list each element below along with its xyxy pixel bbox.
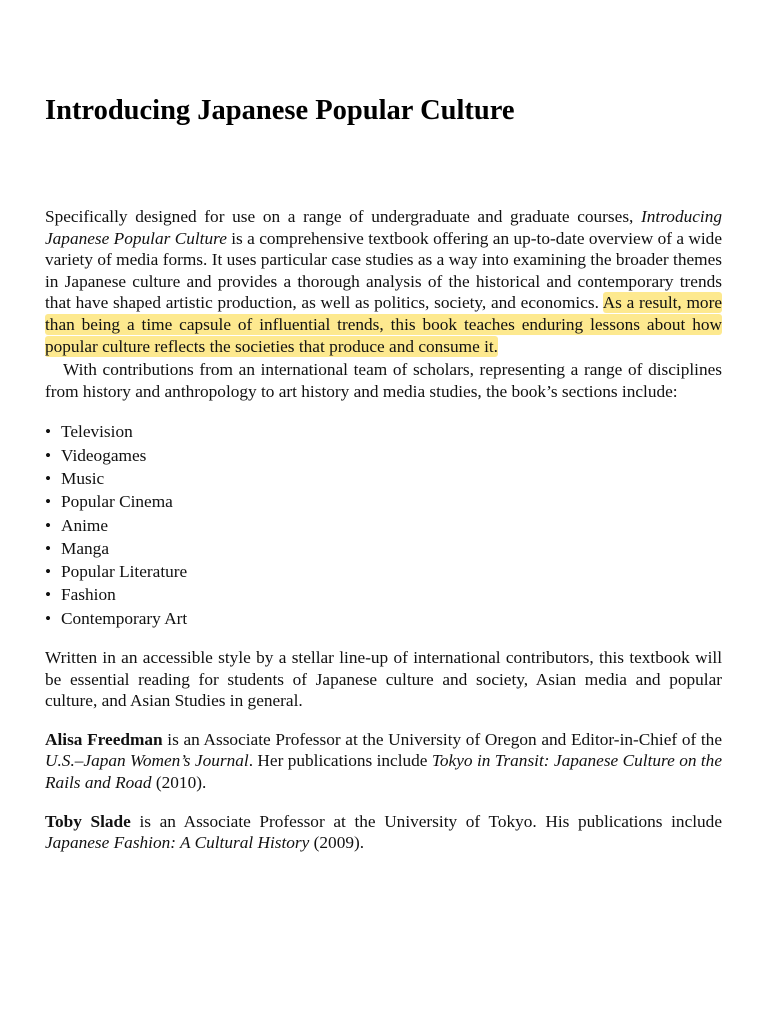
list-item-label: Videogames xyxy=(61,445,147,465)
list-item-label: Contemporary Art xyxy=(61,608,188,628)
author-name-freedman: Alisa Freedman xyxy=(45,729,163,749)
list-item xyxy=(45,490,722,513)
intro-text-2: is a comprehensive textbook offering an up-to-date overview of a wide variety of media forms. It uses particular case studies as a way into examining the broader themes in Japanese culture and provides a thorough analysis of the historical and contemporary trends that have shaped artistic production, as well as politics, society, and economics. xyxy=(45,228,722,313)
bio-freedman-text-1: is an Associate Professor at the University of Oregon and Editor-in-Chief of the xyxy=(162,729,722,749)
book-title-tokyo: Tokyo in Transit: Japanese Culture on the Rails and Road xyxy=(45,751,722,792)
bullet-icon: • xyxy=(45,562,52,582)
bullet-icon: • xyxy=(45,445,52,465)
page-title: Introducing Japanese Popular Culture xyxy=(45,95,515,126)
list-item xyxy=(45,467,722,490)
list-item-label: Anime xyxy=(61,515,109,535)
bio-freedman-text-3: (2010). xyxy=(151,772,207,792)
intro-book-title: Introducing Japanese Popular Culture xyxy=(45,207,722,248)
list-item-label: Popular Literature xyxy=(61,562,188,582)
list-item-label: Manga xyxy=(61,538,109,558)
list-item xyxy=(45,537,722,560)
journal-title: U.S.–Japan Women’s Journal xyxy=(45,751,249,771)
contributions-paragraph: With contributions from an international team of scholars, representing a range of disciplines from history and anthropology to art history and media studies, the book’s sections include: xyxy=(45,360,722,401)
list-item xyxy=(45,420,722,443)
list-item-label: Music xyxy=(61,468,105,488)
highlighted-sentence[interactable]: As a result, more than being a time capsule of influential trends, this book teaches enduring lessons about how popular culture reflects the societies that produce and consume it. xyxy=(45,293,722,356)
bullet-icon: • xyxy=(45,492,52,512)
list-item-label: Fashion xyxy=(61,585,116,605)
intro-text-1: Specifically designed for use on a range of undergraduate and graduate courses, xyxy=(45,207,642,226)
list-item xyxy=(45,607,722,630)
intro-paragraph xyxy=(45,206,722,357)
bio-freedman-text-2: . Her publications include xyxy=(248,751,432,771)
author-name-slade: Toby Slade xyxy=(45,811,131,831)
bio-slade xyxy=(45,811,722,854)
sections-list xyxy=(45,420,722,630)
written-paragraph: Written in an accessible style by a stellar line-up of international contributors, this textbook will be essential reading for students of Japanese culture and society, Asian media and popular culture, and Asian Studies in general. xyxy=(45,648,722,711)
bullet-icon: • xyxy=(45,585,52,605)
bullet-icon: • xyxy=(45,422,52,442)
body-text xyxy=(45,206,722,854)
list-item-label: Popular Cinema xyxy=(61,492,173,512)
bullet-icon: • xyxy=(45,468,52,488)
bio-freedman xyxy=(45,729,722,794)
list-item xyxy=(45,583,722,606)
bio-slade-text-2: (2009). xyxy=(309,833,365,853)
list-item xyxy=(45,560,722,583)
bullet-icon: • xyxy=(45,608,52,628)
bullet-icon: • xyxy=(45,538,52,558)
list-item xyxy=(45,444,722,467)
bio-slade-text-1: is an Associate Professor at the University of Tokyo. His publications include xyxy=(130,811,722,831)
list-item-label: Television xyxy=(61,422,133,442)
list-item xyxy=(45,514,722,537)
book-title-fashion: Japanese Fashion: A Cultural History xyxy=(45,833,310,853)
bullet-icon: • xyxy=(45,515,52,535)
